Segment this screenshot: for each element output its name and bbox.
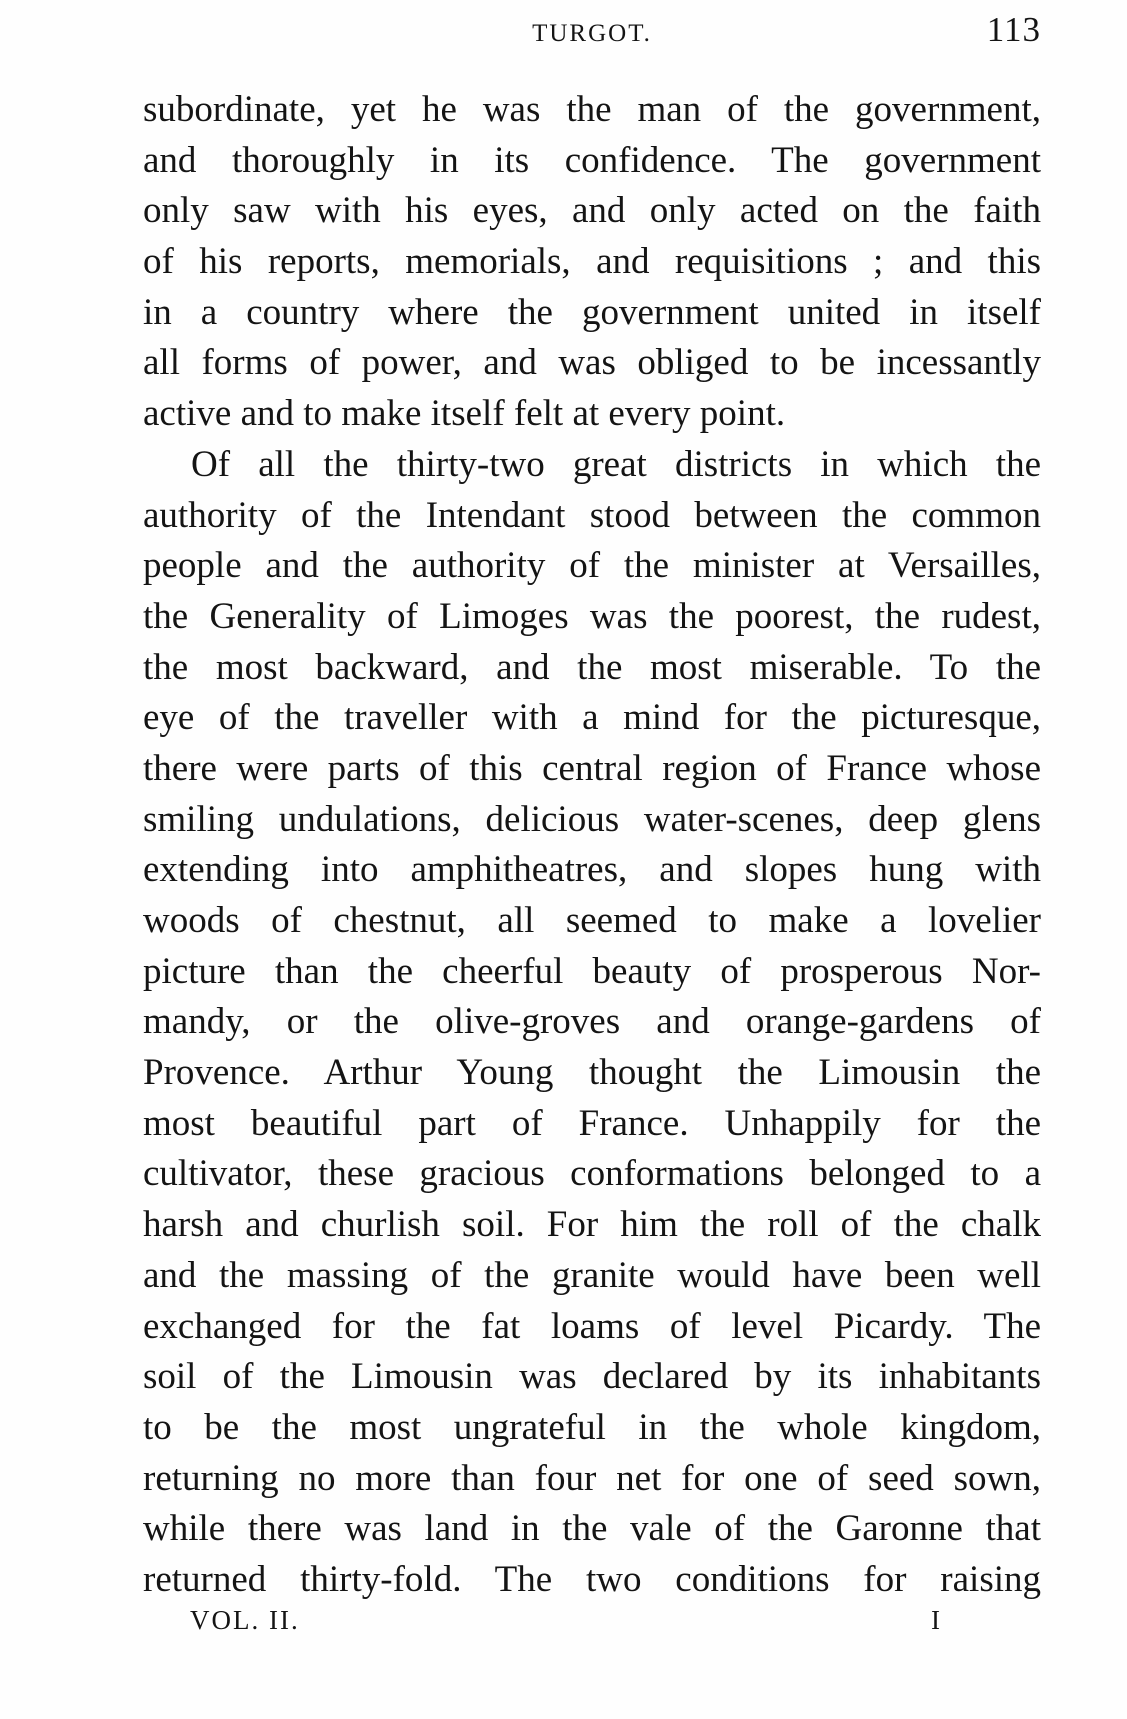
text-line: of his reports, memorials, and requisitions ; and this xyxy=(143,241,1041,283)
page-number: 113 xyxy=(986,10,1041,49)
text-line: while there was land in the vale of the Garonne that xyxy=(143,1508,1041,1550)
page-footer xyxy=(190,1605,940,1645)
text-line: only saw with his eyes, and only acted on the faith xyxy=(143,190,1041,232)
text-line: subordinate, yet he was the man of the government, xyxy=(143,89,1041,130)
text-line: all forms of power, and was obliged to be incessantly xyxy=(143,342,1041,384)
text-line: to be the most ungrateful in the whole kingdom, xyxy=(143,1406,1041,1448)
text-line: authority of the Intendant stood between the common xyxy=(143,494,1041,536)
text-line: most beautiful part of France. Unhappily for the xyxy=(143,1102,1041,1144)
volume-mark: VOL. II. xyxy=(190,1605,300,1635)
text-line: smiling undulations, delicious water-scenes, deep glens xyxy=(143,798,1041,840)
text-line: cultivator, these gracious conformations belonged to a xyxy=(143,1153,1041,1195)
text-line: Provence. Arthur Young thought the Limousin the xyxy=(143,1052,1041,1094)
running-title: TURGOT. xyxy=(532,20,652,47)
signature-mark: I xyxy=(931,1605,940,1635)
text-line: the Generality of Limoges was the poorest, the rudest, xyxy=(143,595,1041,637)
text-line: returned thirty-fold. The two conditions for raising xyxy=(143,1558,1041,1600)
text-line: there were parts of this central region of France whose xyxy=(143,747,1041,789)
body-text xyxy=(143,85,1041,1606)
text-line: woods of chestnut, all seemed to make a lovelier xyxy=(143,900,1041,941)
running-head xyxy=(143,8,1041,52)
text-line: soil of the Limousin was declared by its inhabitants xyxy=(143,1356,1041,1398)
paragraph-start-line: Of all the thirty-two great districts in which the xyxy=(191,443,1041,485)
text-line: and the massing of the granite would have been well xyxy=(143,1254,1041,1296)
text-line: people and the authority of the minister at Versailles, xyxy=(143,545,1041,587)
text-line: the most backward, and the most miserable. To the xyxy=(143,646,1041,688)
text-line: eye of the traveller with a mind for the picturesque, xyxy=(143,697,1041,739)
text-line: harsh and churlish soil. For him the roll of the chalk xyxy=(143,1204,1041,1246)
text-line: in a country where the government united in itself xyxy=(143,291,1041,333)
text-line: picture than the cheerful beauty of prosperous Nor- xyxy=(143,950,1041,992)
text-line: exchanged for the fat loams of level Picardy. The xyxy=(143,1305,1041,1347)
text-line: and thoroughly in its confidence. The government xyxy=(143,139,1041,181)
text-line: extending into amphitheatres, and slopes hung with xyxy=(143,849,1041,891)
paragraph-end-line: active and to make itself felt at every point. xyxy=(143,393,786,435)
text-line: returning no more than four net for one of seed sown, xyxy=(143,1457,1041,1499)
text-line: mandy, or the olive-groves and orange-gardens of xyxy=(143,1001,1041,1043)
